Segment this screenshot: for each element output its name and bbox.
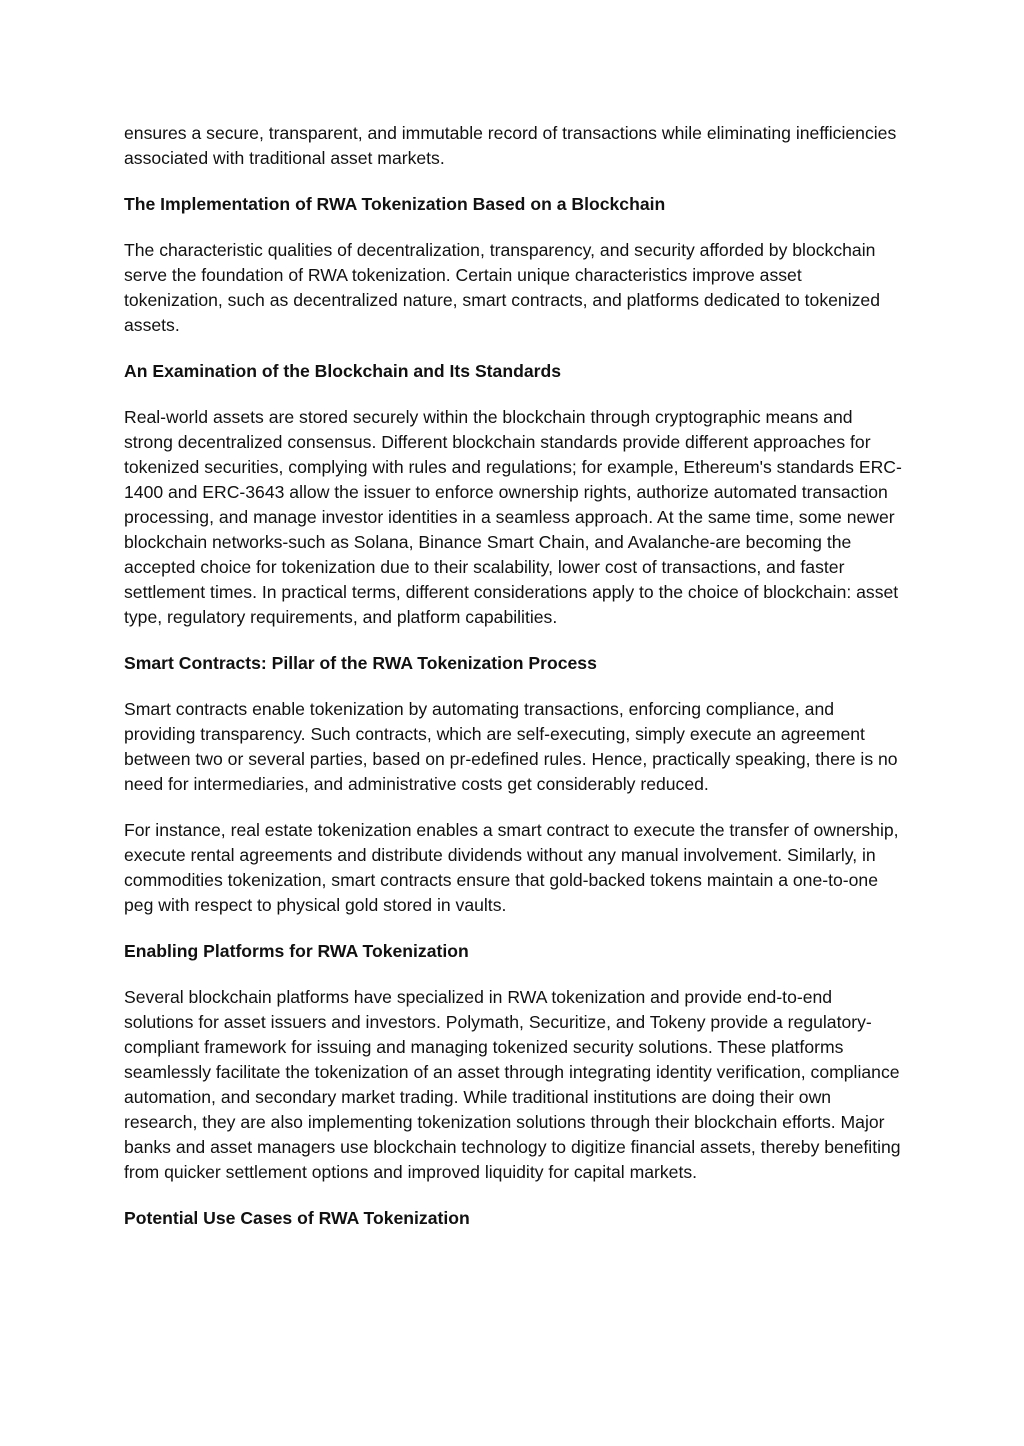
paragraph-implementation: The characteristic qualities of decentralization, transparency, and security afforded by blockchain serve the foundation of RWA tokenization. Certain unique characteristics improve asset tokenization, such as decentralized nature, smart contracts, and platforms dedicated to tokenized assets. [124, 240, 880, 335]
paragraph-blockchain-standards: Real-world assets are stored securely within the blockchain through cryptographic means and strong decentralized consensus. Different blockchain standards provide different approaches for tokenized securities, complying with rules and regulations; for example, Ethereum's standards ERC-1400 and ERC-3643 allow the issuer to enforce ownership rights, authorize automated transaction processing, and manage investor identities in a seamless approach. At the same time, some newer blockchain networks-such as Solana, Binance Smart Chain, and Avalanche-are becoming the accepted choice for tokenization due to their scalability, lower cost of transactions, and faster settlement times. In practical terms, different considerations apply to the choice of blockchain: asset type, regulatory requirements, and platform capabilities. [124, 407, 902, 627]
heading-blockchain-standards: An Examination of the Blockchain and Its Standards [124, 361, 561, 381]
paragraph-enabling-platforms: Several blockchain platforms have specialized in RWA tokenization and provide end-to-end solutions for asset issuers and investors. Polymath, Securitize, and Tokeny provide a regulatory-compliant framework for issuing and managing tokenized security solutions. These platforms seamlessly facilitate the tokenization of an asset through integrating identity verification, compliance automation, and secondary market trading. While traditional institutions are doing their own research, they are also implementing tokenization solutions through their blockchain efforts. Major banks and asset managers use blockchain technology to digitize financial assets, thereby benefiting from quicker settlement options and improved liquidity for capital markets. [124, 987, 901, 1182]
paragraph-smart-contracts: Smart contracts enable tokenization by automating transactions, enforcing compliance, and providing transparency. Such contracts, which are self-executing, simply execute an agreement between two or several parties, based on pr-edefined rules. Hence, practically speaking, there is no need for intermediaries, and administrative costs get considerably reduced. [124, 699, 898, 794]
heading-enabling-platforms: Enabling Platforms for RWA Tokenization [124, 941, 469, 961]
paragraph-smart-contracts-examples: For instance, real estate tokenization enables a smart contract to execute the transfer of ownership, execute rental agreements and distribute dividends without any manual involvement. Similarly, in commodities tokenization, smart contracts ensure that gold-backed tokens maintain a one-to-one peg with respect to physical gold stored in vaults. [124, 820, 899, 915]
document-page [124, 121, 904, 1252]
heading-implementation: The Implementation of RWA Tokenization Based on a Blockchain [124, 194, 666, 214]
heading-smart-contracts: Smart Contracts: Pillar of the RWA Tokenization Process [124, 653, 597, 673]
paragraph-intro-continuation: ensures a secure, transparent, and immutable record of transactions while eliminating inefficiencies associated with traditional asset markets. [124, 123, 897, 168]
heading-use-cases: Potential Use Cases of RWA Tokenization [124, 1208, 470, 1228]
